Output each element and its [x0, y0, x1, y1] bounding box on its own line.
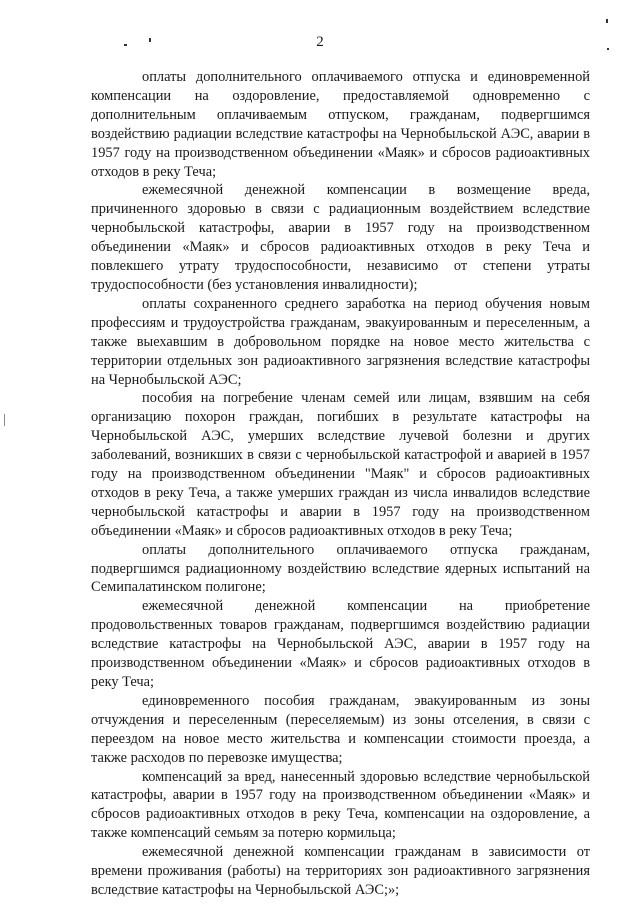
page-number: 2	[316, 34, 324, 50]
paragraph: оплаты дополнительного оплачиваемого отпуска и единовременной компенсации на оздоровление, предоставляемой одновременно с дополнительным оплачиваемым отпуском, гражданам, подвергшимся воздействию радиации вследствие катастрофы на Чернобыльской АЭС, аварии в 1957 году на производственном объединении «Маяк» и сбросов радиоактивных отходов в реку Теча;	[91, 69, 590, 180]
paragraph: оплаты сохраненного среднего заработка на период обучения новым профессиям и трудоустройства гражданам, эвакуированным и переселенным, а также выехавшим в добровольном порядке на новое место жительства с территории отдельных зон радиоактивного загрязнения вследствие катастрофы на Чернобыльской АЭС;	[91, 295, 590, 388]
paragraph: ежемесячной денежной компенсации гражданам в зависимости от времени проживания (работы) на территориях зон радиоактивного загрязнения вследствие катастрофы на Чернобыльской АЭС;»;	[91, 844, 590, 898]
scan-edge-mark	[4, 414, 5, 426]
paragraph: единовременного пособия гражданам, эвакуированным из зоны отчуждения и переселенным (переселяемым) из зоны отселения, в связи с переездом на новое место жительства и компенсации стоимости проезда, а также расходов по перевозке имущества;	[91, 692, 590, 766]
scan-speck	[606, 19, 608, 23]
paragraph: ежемесячной денежной компенсации на приобретение продовольственных товаров гражданам, подвергшимся воздействию радиации вследствие катастрофы на Чернобыльской АЭС, аварии в 1957 году на производственном объединении «Маяк» и сбросов радиоактивных отходов в реку Теча;	[91, 598, 590, 690]
document-body	[91, 68, 590, 900]
paragraph: компенсаций за вред, нанесенный здоровью вследствие чернобыльской катастрофы, аварии в 1957 году на производственном объединении «Маяк» и сбросов радиоактивных отходов в реку Теча, компенсации на оздоровление, а также компенсаций семьям за потерю кормильца;	[91, 768, 590, 842]
paragraph: пособия на погребение членам семей или лицам, взявшим на себя организацию похорон граждан, погибших в результате катастрофы на Чернобыльской АЭС, умерших вследствие лучевой болезни и других заболеваний, возникших в связи с чернобыльской катастрофой и аварией в 1957 году на производственном объединении "Маяк" и сбросов радиоактивных отходов в реку Теча, а также умерших граждан из числа инвалидов вследствие чернобыльской катастрофы и аварии в 1957 году на производственном объединении «Маяк» и сбросов радиоактивных отходов в реку Теча;	[91, 390, 590, 539]
paragraph: оплаты дополнительного оплачиваемого отпуска гражданам, подвергшимся радиационному воздействию вследствие ядерных испытаний на Семипалатинском полигоне;	[91, 541, 590, 596]
paragraph: ежемесячной денежной компенсации в возмещение вреда, причиненного здоровью в связи с радиационным воздействием вследствие чернобыльской катастрофы, аварии в 1957 году на производственном объединении «Маяк» и сбросов радиоактивных отходов в реку Теча и повлекшего утрату трудоспособности, независимо от степени утраты трудоспособности (без установления инвалидности);	[91, 182, 590, 293]
